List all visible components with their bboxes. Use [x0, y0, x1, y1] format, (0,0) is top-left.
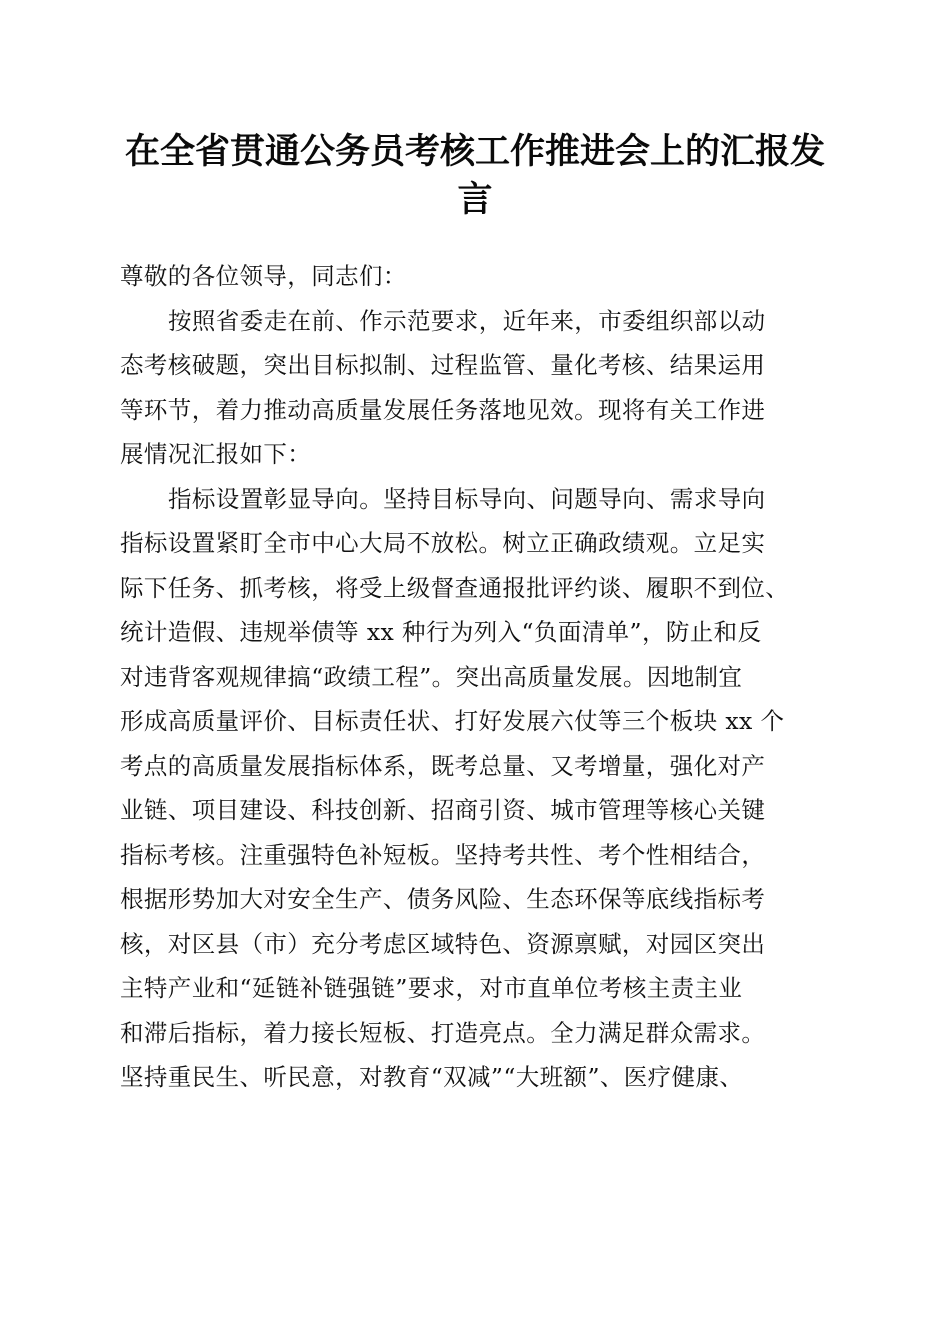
paragraph-line: 和滞后指标，着力接长短板、打造亮点。全力满足群众需求。 [120, 1018, 766, 1047]
paragraph-line: 指标设置彰显导向。坚持目标导向、问题导向、需求导向 [168, 484, 766, 513]
paragraph-line: 态考核破题，突出目标拟制、过程监管、量化考核、结果运用 [120, 351, 766, 379]
paragraph-line: 按照省委走在前、作示范要求，近年来，市委组织部以动 [168, 306, 766, 335]
paragraph-line: 业链、项目建设、科技创新、招商引资、城市管理等核心关键 [120, 796, 766, 824]
paragraph-line: 核，对区县（市）充分考虑区域特色、资源禀赋，对园区突出 [120, 929, 766, 958]
paragraph-line: 统计造假、违规举债等 xx 种行为列入“负面清单”，防止和反 [120, 618, 762, 646]
salutation-line: 尊敬的各位领导，同志们： [120, 262, 407, 290]
paragraph-line: 际下任务、抓考核，将受上级督查通报批评约谈、履职不到位、 [120, 573, 790, 602]
paragraph-line: 对违背客观规律搞“政绩工程”。突出高质量发展。因地制宜 [120, 662, 743, 691]
document-title: 在全省贯通公务员考核工作推进会上的汇报发言 [124, 131, 825, 220]
paragraph-line: 坚持重民生、听民意，对教育“双减”“大班额”、医疗健康、 [120, 1063, 744, 1091]
document-body [120, 254, 830, 1100]
paragraph-line: 形成高质量评价、目标责任状、打好发展六仗等三个板块 xx 个 [120, 707, 785, 735]
paragraph-line: 展情况汇报如下： [120, 440, 312, 468]
paragraph-line: 指标考核。注重强特色补短板。坚持考共性、考个性相结合， [120, 840, 766, 869]
paragraph-line: 考点的高质量发展指标体系，既考总量、又考增量，强化对产 [120, 751, 766, 780]
paragraph-line: 等环节，着力推动高质量发展任务落地见效。现将有关工作进 [120, 395, 766, 424]
paragraph-line: 主特产业和“延链补链强链”要求，对市直单位考核主责主业 [120, 974, 743, 1002]
paragraph-line: 根据形势加大对安全生产、债务风险、生态环保等底线指标考 [120, 885, 766, 913]
paragraph-line: 指标设置紧盯全市中心大局不放松。树立正确政绩观。立足实 [120, 529, 766, 557]
